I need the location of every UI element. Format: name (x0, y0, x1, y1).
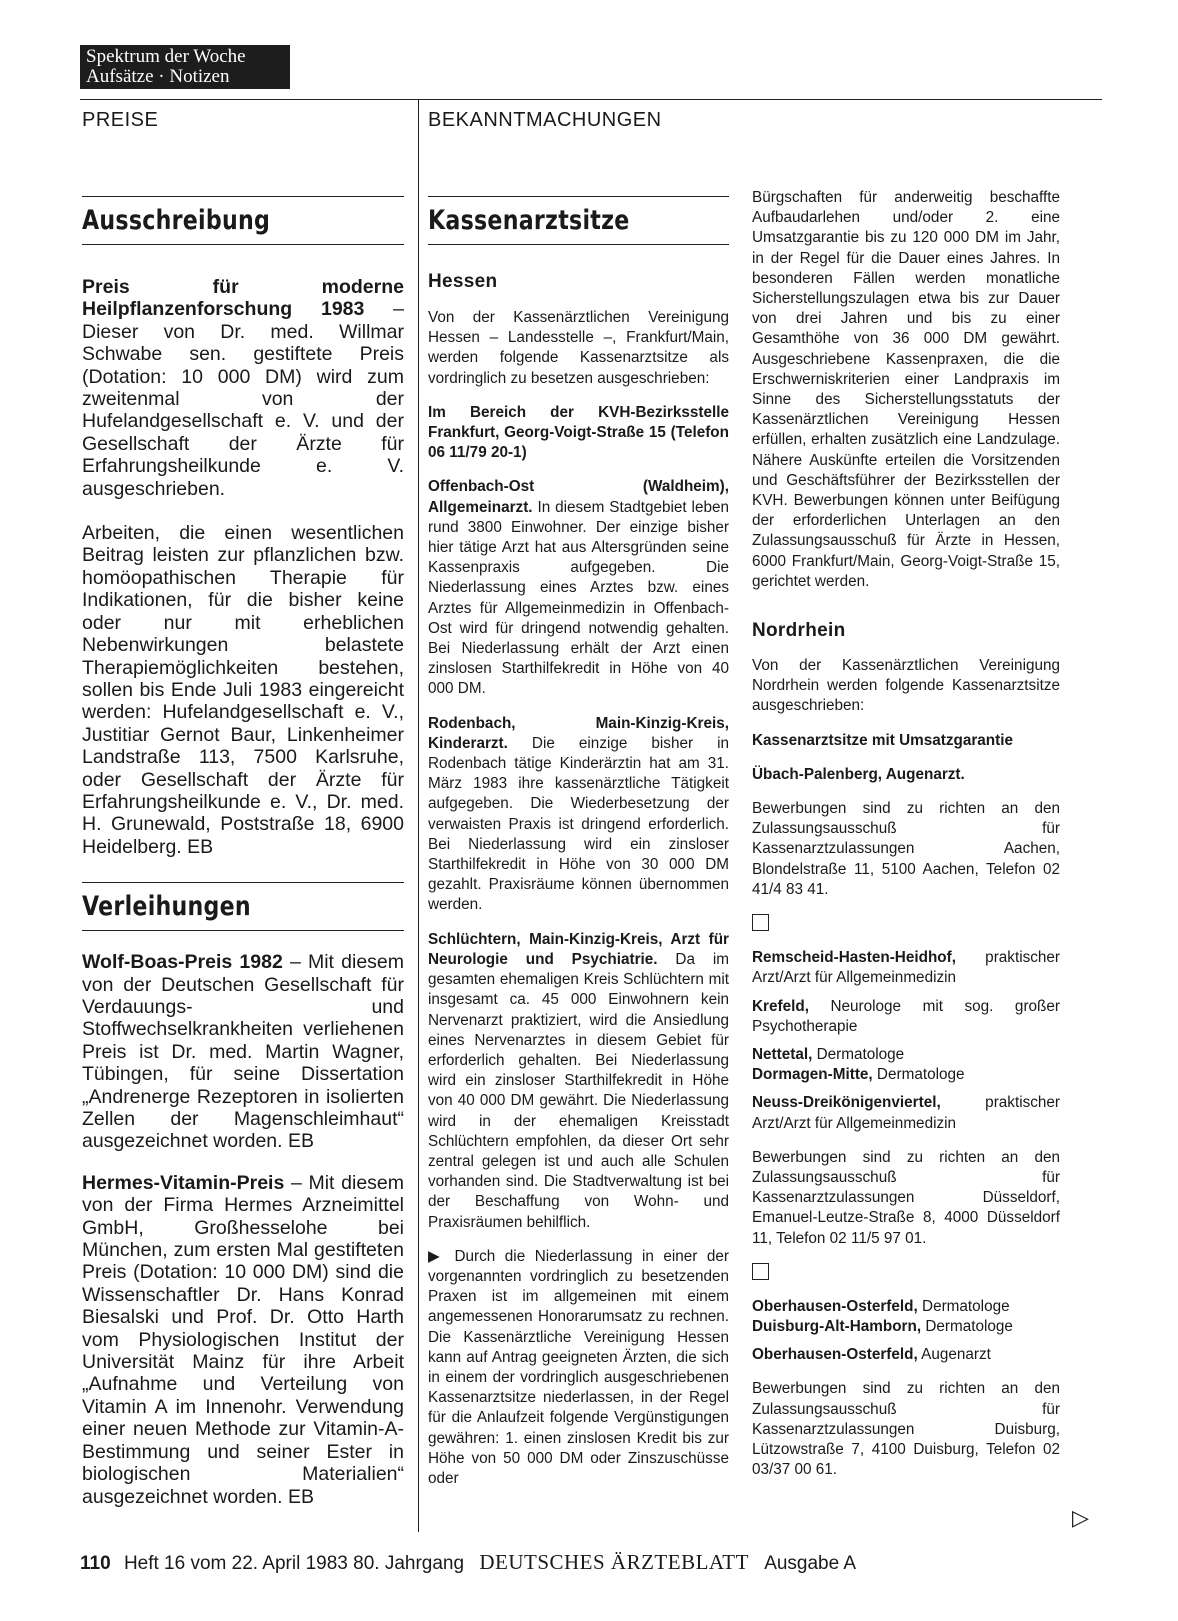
paragraph-arbeiten: Arbeiten, die einen wesentlichen Beitrag leisten zur pflanzlichen bzw. homöopathischen Therapie für Indikationen, für die bisher keine oder nur mit erheblichen Nebenwirkungen belastete Therapiemöglichkeiten bestehen, sollen bis Ende Juli 1983 eingereicht werden: Hufelandgesellschaft e. V., Justitiar Gernot Baur, Linkenheimer Landstraße 113, 7500 Karlsruhe, oder Gesellschaft der Ärzte für Erfahrungsheilkunde e. V., Dr. med. H. Grunewald, Poststraße 18, 6900 Heidelberg. EB (82, 522, 404, 858)
listing-remscheid: Remscheid-Hasten-Heidhof, praktischer Arzt/Arzt für Allgemeinmedizin (752, 949, 1060, 987)
subheading-nordrhein: Nordrhein (752, 620, 846, 642)
prize-title: Hermes-Vitamin-Preis (82, 1171, 285, 1194)
paragraph-verguenstigungen: ▶ Durch die Niederlassung in einer der vorgenannten vordringlich zu besetzenden Praxen ist im allgemeinen mit einem angemessenen Honorarumsatz zu rechnen. Die Kassenärztliche Vereinigung Hessen kann auf Antrag geeigneten Ärzten, die sich in einem der vordringlich ausgeschriebenen Kassenarztsitze niederlassen, in der Regel für die Anlaufzeit folgende Vergünstigungen gewähren: 1. einen zinslosen Kredit bis zur Höhe von 50 000 DM oder Zinszuschüsse oder (428, 1247, 729, 1487)
paragraph-hermes: Hermes-Vitamin-Preis – Mit diesem von der Firma Hermes Arzneimittel GmbH, Großhesselohe bei München, zum ersten Mal gestifteten Preis (Dotation: 10 000 DM) sind die Wissenschaftler Dr. Hans Konrad Biesalski und Prof. Dr. Otto Harth vom Physiologischen Institut der Universität Mainz für ihre Arbeit „Aufnahme und Verteilung von Vitamin A im Innenohr. Verwendung einer neuen Methode zur Vitamin-A-Bestimmung und seiner Ester in biologischen Materialien“ ausgezeichnet worden. EB (82, 1171, 404, 1508)
listing-rodenbach: Rodenbach, Main-Kinzig-Kreis, Kinderarzt. Die einzige bisher in Rodenbach tätige Kinderärztin hat am 31. März 1983 ihre kassenärztliche Tätigkeit aufgegeben. Die Wiederbesetzung der verwaisten Praxis ist dringend erforderlich. Bei Niederlassung wird ein zinsloser Starthilfekredit in Höhe von 30 000 DM gezahlt. Praxisräume können übernommen werden. (428, 714, 729, 914)
edition: Ausgabe A (764, 1553, 857, 1574)
issue-info: Heft 16 vom 22. April 1983 80. Jahrgang (123, 1553, 465, 1574)
section-label-preise: PREISE (82, 109, 159, 131)
page-footer (80, 1550, 856, 1575)
listing-neuss: Neuss-Dreikönigenviertel, praktischer Arzt/Arzt für Allgemeinmedizin (752, 1094, 1060, 1132)
column-divider (418, 99, 419, 1532)
heading-verleihungen: Verleihungen (82, 891, 251, 923)
heading-ausschreibung: Ausschreibung (82, 205, 271, 236)
section-badge (80, 45, 290, 89)
paragraph-kvh-bereich: Im Bereich der KVH-Bezirksstelle Frankfurt, Georg-Voigt-Straße 15 (Telefon 06 11/79 20-1) (428, 403, 729, 462)
checkbox-icon (752, 1263, 769, 1280)
middle-column (428, 196, 729, 1489)
page-number: 110 (80, 1553, 111, 1574)
paragraph-heilpflanzen: Preis für moderne Heilpflanzenforschung 1983 – Dieser von Dr. med. Willmar Schwabe sen. gestiftete Preis (Dotation: 10 000 DM) wird zum zweitenmal von der Hufelandgesellschaft e. V. und der Gesellschaft der Ärzte für Erfahrungsheilkunde e. V. ausgeschrieben. (82, 276, 404, 500)
heading-rule (428, 196, 729, 197)
paragraph-bewerbung-aachen: Bewerbungen sind zu richten an den Zulassungsausschuß für Kassenarztzulassungen Aachen, Blondelstraße 11, 5100 Aachen, Telefon 02 41/4 83 41. (752, 800, 1060, 898)
paragraph-bewerbung-duesseldorf: Bewerbungen sind zu richten an den Zulassungsausschuß für Kassenarztzulassungen Düsseldorf, Emanuel-Leutze-Straße 8, 4000 Düsseldorf 11, Telefon 02 11/5 97 01. (752, 1148, 1060, 1247)
heading-rule (82, 882, 404, 883)
listing-offenbach: Offenbach-Ost (Waldheim), Allgemeinarzt. In diesem Stadtgebiet leben rund 3800 Einwohner. Der einzige bisher hier tätige Arzt hat aus Altersgründen seine Kassenpraxis aufgegeben. Die Niederlassung eines Arztes bzw. eines Arztes für Allgemeinmedizin in Offenbach-Ost wird für dringend notwendig gehalten. Bei Niederlassung erhält der Arzt einen zinslosen Starthilfekredit in Höhe von 40 000 DM. (428, 478, 729, 698)
badge-line-1: Spektrum der Woche (86, 46, 246, 67)
listing-duisburg: Duisburg-Alt-Hamborn, Dermatologe (752, 1317, 1013, 1335)
listing-dormagen: Dormagen-Mitte, Dermatologe (752, 1066, 965, 1084)
heading-rule (82, 244, 404, 245)
listing-nettetal: Nettetal, Dermatologe (752, 1045, 905, 1063)
subheading-hessen: Hessen (428, 271, 498, 292)
continue-triangle-icon: ▷ (1072, 1505, 1089, 1530)
paragraph-buergschaften: Bürgschaften für anderweitig beschaffte Aufbaudarlehen und/oder 2. eine Umsatzgarantie bis zu 120 000 DM im Jahr, in der Regel für die Dauer eines Jahres. In besonderen Fällen werden monatliche Sicherstellungszulagen etwa bis zur Dauer von drei Jahren und bis zu einer Gesamthöhe von 36 000 DM gewährt. Ausgeschriebene Kassenpraxen, die die Erschwerniskriterien einer Landpraxis im Sinne des Sicherstellungsstatuts der Kassenärztlichen Vereinigung Hessen erfüllen, erhalten zusätzlich eine Landzulage. Nähere Auskünfte erteilen die Vorsitzenden und Geschäftsführer der Bezirksstellen der KVH. Bewerbungen können unter Beifügung der erforderlichen Unterlagen an den Zulassungsausschuß für Ärzte in Hessen, 6000 Frankfurt/Main, Georg-Voigt-Straße 15, gerichtet werden. (752, 189, 1060, 590)
paragraph-bewerbung-duisburg: Bewerbungen sind zu richten an den Zulassungsausschuß für Kassenarztzulassungen Duisburg, Lützowstraße 7, 4100 Duisburg, Telefon 02 03/37 00 61. (752, 1380, 1060, 1479)
listing-krefeld: Krefeld, Neurologe mit sog. großer Psychotherapie (752, 997, 1060, 1035)
listing-uebach: Übach-Palenberg, Augenarzt. (752, 765, 965, 783)
listing-oberhausen-derm: Oberhausen-Osterfeld, Dermatologe (752, 1297, 1010, 1315)
right-column (752, 188, 1060, 1480)
checkbox-icon (752, 914, 769, 931)
listing-oberhausen-auge: Oberhausen-Osterfeld, Augenarzt (752, 1346, 991, 1364)
heading-rule (82, 930, 404, 931)
section-label-bekanntmachungen: BEKANNTMACHUNGEN (428, 109, 662, 131)
top-rule (80, 99, 1102, 100)
badge-line-2: Aufsätze · Notizen (86, 66, 230, 87)
prize-title: Preis für moderne Heilpflanzenforschung 1983 (82, 276, 404, 321)
heading-rule (82, 196, 404, 197)
label-umsatzgarantie: Kassenarztsitze mit Umsatzgarantie (752, 731, 1013, 749)
listing-schluechtern: Schlüchtern, Main-Kinzig-Kreis, Arzt für Neurologie und Psychiatrie. Da im gesamten ehemaligen Kreis Schlüchtern mit insgesamt ca. 45 000 Einwohnern kein Nervenarzt praktiziert, wird die Ansiedlung eines Nervenarztes in diesem Gebiet für erforderlich gehalten. Bei Niederlassung wird ein zinsloser Starthilfekredit in Höhe von 40 000 DM gewährt. Die Niederlassung wird in der ehemaligen Kreisstadt Schlüchtern empfohlen, da dieser Ort sehr zentral gelegen ist und auch alle Schulen vorhanden sind. Die Stadtverwaltung ist bei der Beschaffung von Wohn- und Praxisräumen behilflich. (428, 930, 729, 1231)
heading-rule (428, 244, 729, 245)
arrow-icon: ▶ (428, 1247, 446, 1265)
paragraph-intro-nordrhein: Von der Kassenärztlichen Vereinigung Nordrhein werden folgende Kassenarztsitze ausgeschrieben: (752, 657, 1060, 715)
paragraph-intro-hessen: Von der Kassenärztlichen Vereinigung Hessen – Landesstelle –, Frankfurt/Main, werden folgende Kassenarztsitze als vordringlich zu besetzen ausgeschrieben: (428, 309, 729, 387)
heading-kassenarztsitze: Kassenarztsitze (428, 205, 630, 236)
prize-title: Wolf-Boas-Preis 1982 (82, 951, 283, 974)
journal-title: DEUTSCHES ÄRZTEBLATT (479, 1550, 749, 1574)
paragraph-wolf-boas: Wolf-Boas-Preis 1982 – Mit diesem von der Deutschen Gesellschaft für Verdauungs- und Stoffwechselkrankheiten verliehenen Preis ist Dr. med. Martin Wagner, Tübingen, für seine Dissertation „Andrenerge Rezeptoren in isolierten Zellen der Magenschleimhaut“ ausgezeichnet worden. EB (82, 951, 404, 1153)
left-column (82, 196, 404, 1508)
